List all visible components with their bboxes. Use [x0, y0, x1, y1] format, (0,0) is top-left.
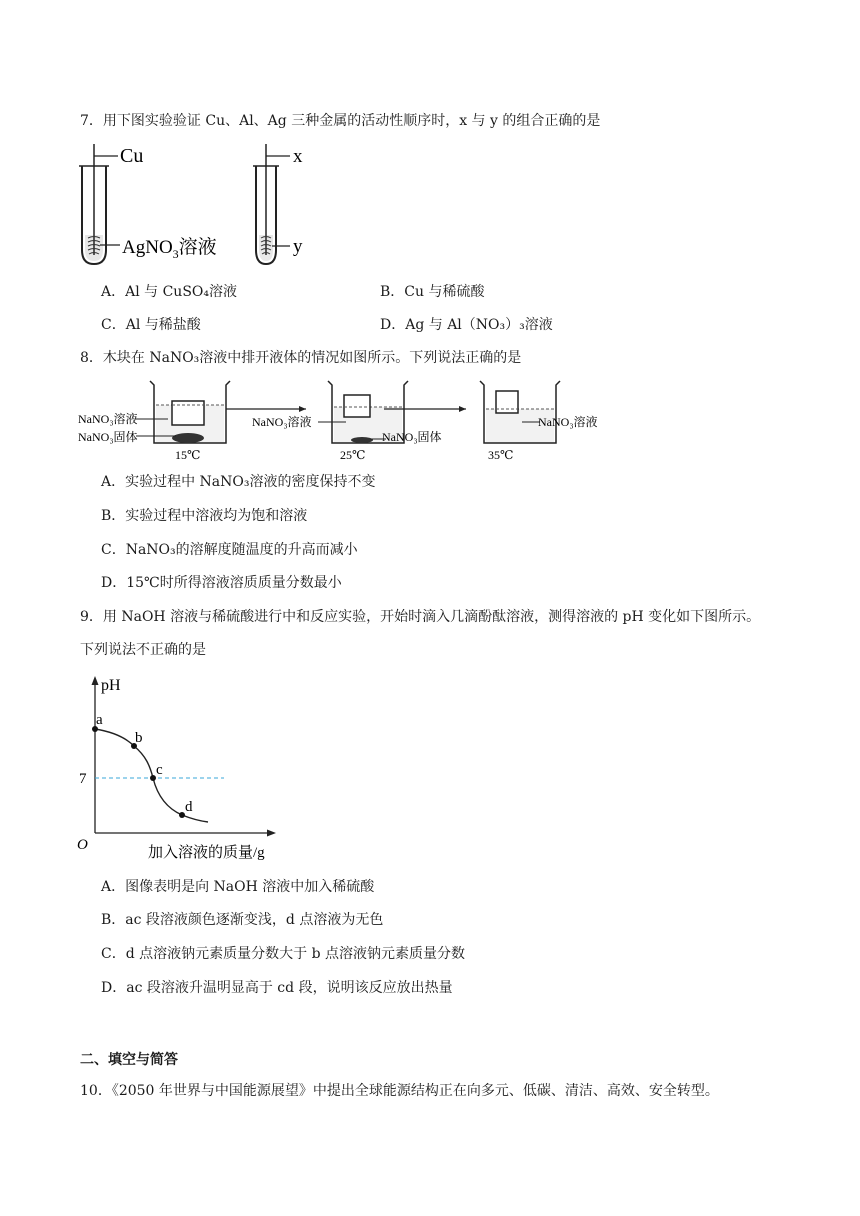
- beaker1-solution-label: NaNO₃溶液: [78, 412, 138, 426]
- label-c: c: [156, 762, 163, 778]
- q7-stem: 7．用下图实验验证 Cu、Al、Ag 三种金属的活动性顺序时，x 与 y 的组合正确的是: [80, 113, 601, 129]
- q8-option-d[interactable]: D．15℃时所得溶液溶质质量分数最小: [101, 575, 342, 591]
- label-a: a: [96, 712, 103, 728]
- temperature-25: 25℃: [340, 448, 366, 462]
- tube1-solution-formula: AgNO: [122, 237, 173, 258]
- q9-stem-line1: 9．用 NaOH 溶液与稀硫酸进行中和反应实验，开始时滴入几滴酚酞溶液，测得溶液的 pH 变化如下图所示。: [80, 609, 761, 625]
- beaker2-solid-label: NaNO₃固体: [382, 430, 442, 444]
- origin-label: O: [77, 837, 88, 853]
- q8-stem: 8．木块在 NaNO₃溶液中排开液体的情况如图所示。下列说法正确的是: [80, 350, 522, 366]
- y-axis-label: pH: [101, 677, 121, 694]
- temperature-15: 15℃: [175, 448, 201, 462]
- q9-option-a[interactable]: A．图像表明是向 NaOH 溶液中加入稀硫酸: [101, 879, 375, 895]
- beaker1-solid-label: NaNO₃固体: [78, 430, 138, 444]
- q8-beakers-figure: [78, 375, 618, 467]
- q7-option-d[interactable]: D．Ag 与 Al（NO₃）₃溶液: [380, 317, 553, 333]
- section-title: 二、填空与简答: [80, 1052, 178, 1068]
- tube1-solution-label: [122, 236, 217, 261]
- x-axis-label: 加入溶液的质量/g: [148, 845, 265, 861]
- test-tube-1: [79, 144, 120, 264]
- test-tube-2: [253, 144, 290, 264]
- q10-stem: 10．《2050 年世界与中国能源展望》中提出全球能源结构正在向多元、低碳、清洁、高效、安全转型。: [80, 1083, 719, 1099]
- tube1-solution-suffix: 溶液: [178, 237, 217, 258]
- ph7-label: 7: [79, 771, 87, 787]
- q9-option-c[interactable]: C．d 点溶液钠元素质量分数大于 b 点溶液钠元素质量分数: [101, 946, 465, 962]
- tube2-metal-label: x: [293, 146, 303, 167]
- q9-ph-graph: [74, 670, 304, 865]
- q9-option-d[interactable]: D．ac 段溶液升温明显高于 cd 段，说明该反应放出热量: [101, 980, 453, 996]
- q7-option-b[interactable]: B．Cu 与稀硫酸: [380, 284, 485, 300]
- temperature-35: 35℃: [488, 448, 514, 462]
- label-d: d: [185, 799, 193, 815]
- tube1-solution-subscript: 3: [172, 247, 179, 261]
- q8-option-a[interactable]: A．实验过程中 NaNO₃溶液的密度保持不变: [101, 474, 376, 490]
- beaker3-solution-label: NaNO₃溶液: [538, 415, 598, 429]
- q7-option-c[interactable]: C．Al 与稀盐酸: [101, 317, 201, 333]
- q8-option-c[interactable]: C．NaNO₃的溶解度随温度的升高而减小: [101, 542, 358, 558]
- label-b: b: [135, 730, 143, 746]
- tube2-solution-label: y: [293, 236, 303, 257]
- tube1-metal-label: Cu: [120, 145, 144, 167]
- beaker2-solution-label: NaNO₃溶液: [252, 415, 312, 429]
- q9-stem-line2: 下列说法不正确的是: [80, 642, 206, 658]
- q8-option-b[interactable]: B．实验过程中溶液均为饱和溶液: [101, 508, 308, 524]
- beaker-35c: [480, 381, 560, 443]
- q7-test-tubes-figure: [74, 140, 334, 270]
- beaker-15c: [136, 381, 230, 443]
- q7-option-a[interactable]: A．Al 与 CuSO₄溶液: [101, 284, 238, 300]
- q9-option-b[interactable]: B．ac 段溶液颜色逐渐变浅，d 点溶液为无色: [101, 912, 384, 928]
